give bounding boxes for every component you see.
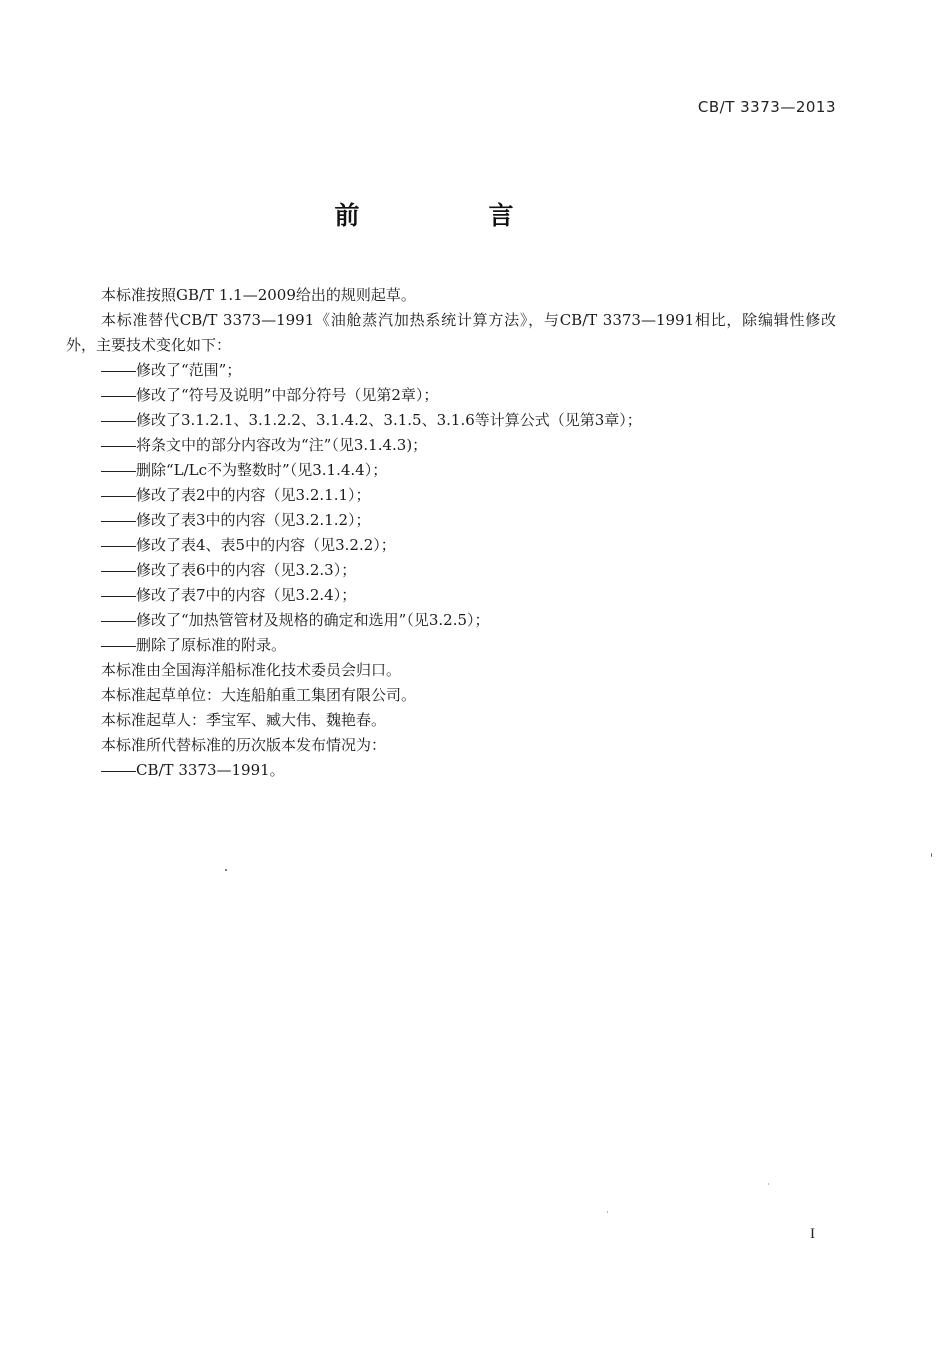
list-item: 修改了3.1.2.1、3.1.2.2、3.1.4.2、3.1.5、3.1.6等计算公式（见第3章）； [66,408,836,433]
paragraph-drafting-unit: 本标准起草单位：大连船舶重工集团有限公司。 [101,686,417,704]
paragraph-replacement: 本标准替代CB/T 3373—1991《油舱蒸汽加热系统计算方法》，与CB/T 3373—1991相比，除编辑性修改外，主要技术变化如下： [66,311,836,354]
list-item: 修改了表6中的内容（见3.2.3）； [66,558,836,583]
list-item: 修改了“加热管管材及规格的确定和选用”（见3.2.5）； [66,608,836,633]
em-dash [101,371,136,372]
changes-list [66,358,836,658]
paragraph-history-intro: 本标准所代替标准的历次版本发布情况为： [101,736,387,754]
history-list [66,758,836,783]
em-dash [101,521,136,522]
list-item: 删除了原标准的附录。 [66,633,836,658]
em-dash [101,446,136,447]
em-dash [101,396,136,397]
standard-code: CB/T 3373—2013 [697,98,836,116]
em-dash [101,421,136,422]
em-dash [101,596,136,597]
list-item: 修改了表4、表5中的内容（见3.2.2）； [66,533,836,558]
list-item: 修改了表3中的内容（见3.2.1.2）； [66,508,836,533]
scan-speck [931,853,932,857]
page-number: I [810,1226,815,1242]
em-dash [101,546,136,547]
paragraph-drafting-rules: 本标准按照GB/T 1.1—2009给出的规则起草。 [101,286,416,304]
list-item: 修改了表2中的内容（见3.2.1.1）； [66,483,836,508]
em-dash [101,771,136,772]
em-dash [101,496,136,497]
list-item: CB/T 3373—1991。 [66,758,836,783]
list-item: 修改了“范围”； [66,358,836,383]
em-dash [101,646,136,647]
scan-speck [768,1183,769,1185]
list-item: 修改了表7中的内容（见3.2.4）； [66,583,836,608]
paragraph-committee: 本标准由全国海洋船标准化技术委员会归口。 [101,661,402,679]
page-title: 前 言 [334,201,566,230]
list-item: 删除“L/Lc不为整数时”（见3.1.4.4）； [66,458,836,483]
em-dash [101,471,136,472]
list-item: 将条文中的部分内容改为“注”（见3.1.4.3)； [66,433,836,458]
foreword-body [66,283,836,783]
list-item: 修改了“符号及说明”中部分符号（见第2章）； [66,383,836,408]
scan-speck [225,869,227,871]
em-dash [101,571,136,572]
paragraph-drafters: 本标准起草人：季宝军、臧大伟、魏艳春。 [101,711,387,729]
em-dash [101,621,136,622]
scan-speck [607,1211,608,1213]
